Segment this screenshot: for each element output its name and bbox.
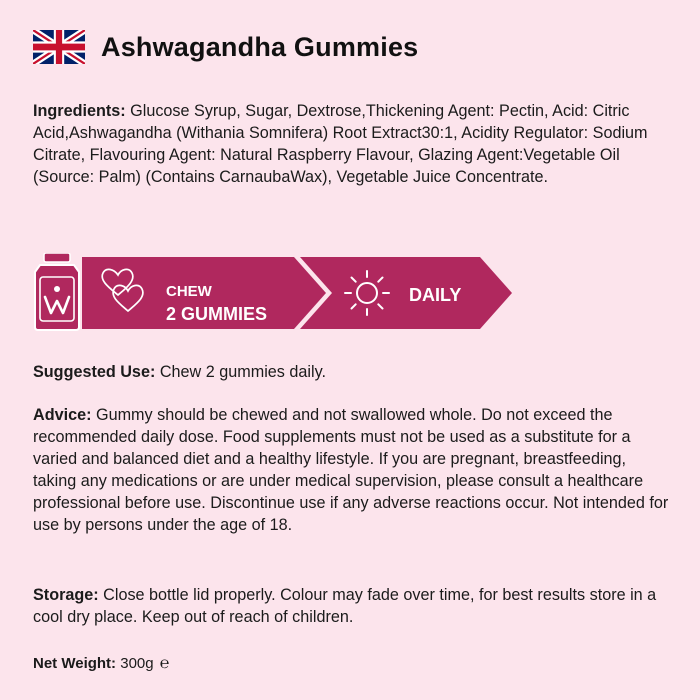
advice-label: Advice: [33, 406, 92, 424]
suggested-use-text: Chew 2 gummies daily. [155, 363, 326, 381]
net-weight-line [33, 653, 673, 675]
advice-paragraph [33, 404, 673, 536]
daily-label: DAILY [409, 285, 462, 305]
chew-label [166, 280, 267, 326]
suggested-use-paragraph [33, 361, 673, 383]
net-weight-value: 300g [116, 655, 154, 672]
ingredients-text: Glucose Syrup, Sugar, Dextrose,Thickening Agent: Pectin, Acid: Citric Acid,Ashwagandha (Withania Somnifera) Root Extract30:1, Acidity Regulator: Sodium Citrate, Flavouring Agent: Natural Raspberry Flavour, Glazing Agent:Vegetable Oil (Source: Palm) (Contains CarnaubaWax), Vegetable Juice Concentrate. [33, 102, 648, 186]
header [33, 27, 418, 67]
suggested-use-label: Suggested Use: [33, 363, 156, 381]
daily-segment [300, 257, 512, 329]
bottle-icon [35, 253, 79, 330]
storage-label: Storage: [33, 586, 99, 604]
ingredients-label: Ingredients: [33, 102, 126, 120]
estimated-sign-icon: ℮ [159, 655, 170, 672]
net-weight-label: Net Weight: [33, 655, 117, 672]
advice-text: Gummy should be chewed and not swallowed whole. Do not exceed the recommended daily dose. Food supplements must not be used as a substitute for a varied and balanced diet and a healthy lifestyle. If you are pregnant, breastfeeding, taking any medications or are under medical supervision, please consult a healthcare professional before use. Discontinue use if any adverse reactions occur. Not intended for use by persons under the age of 18. [33, 406, 669, 534]
chew-line-1: CHEW [166, 283, 212, 300]
storage-text: Close bottle lid properly. Colour may fade over time, for best results store in a cool dry place. Keep out of reach of children. [33, 586, 657, 626]
page-title: Ashwagandha Gummies [101, 31, 419, 62]
uk-flag-icon [33, 30, 85, 64]
chew-line-2: 2 GUMMIES [166, 304, 268, 324]
storage-paragraph [33, 584, 673, 628]
ingredients-paragraph [33, 100, 673, 188]
